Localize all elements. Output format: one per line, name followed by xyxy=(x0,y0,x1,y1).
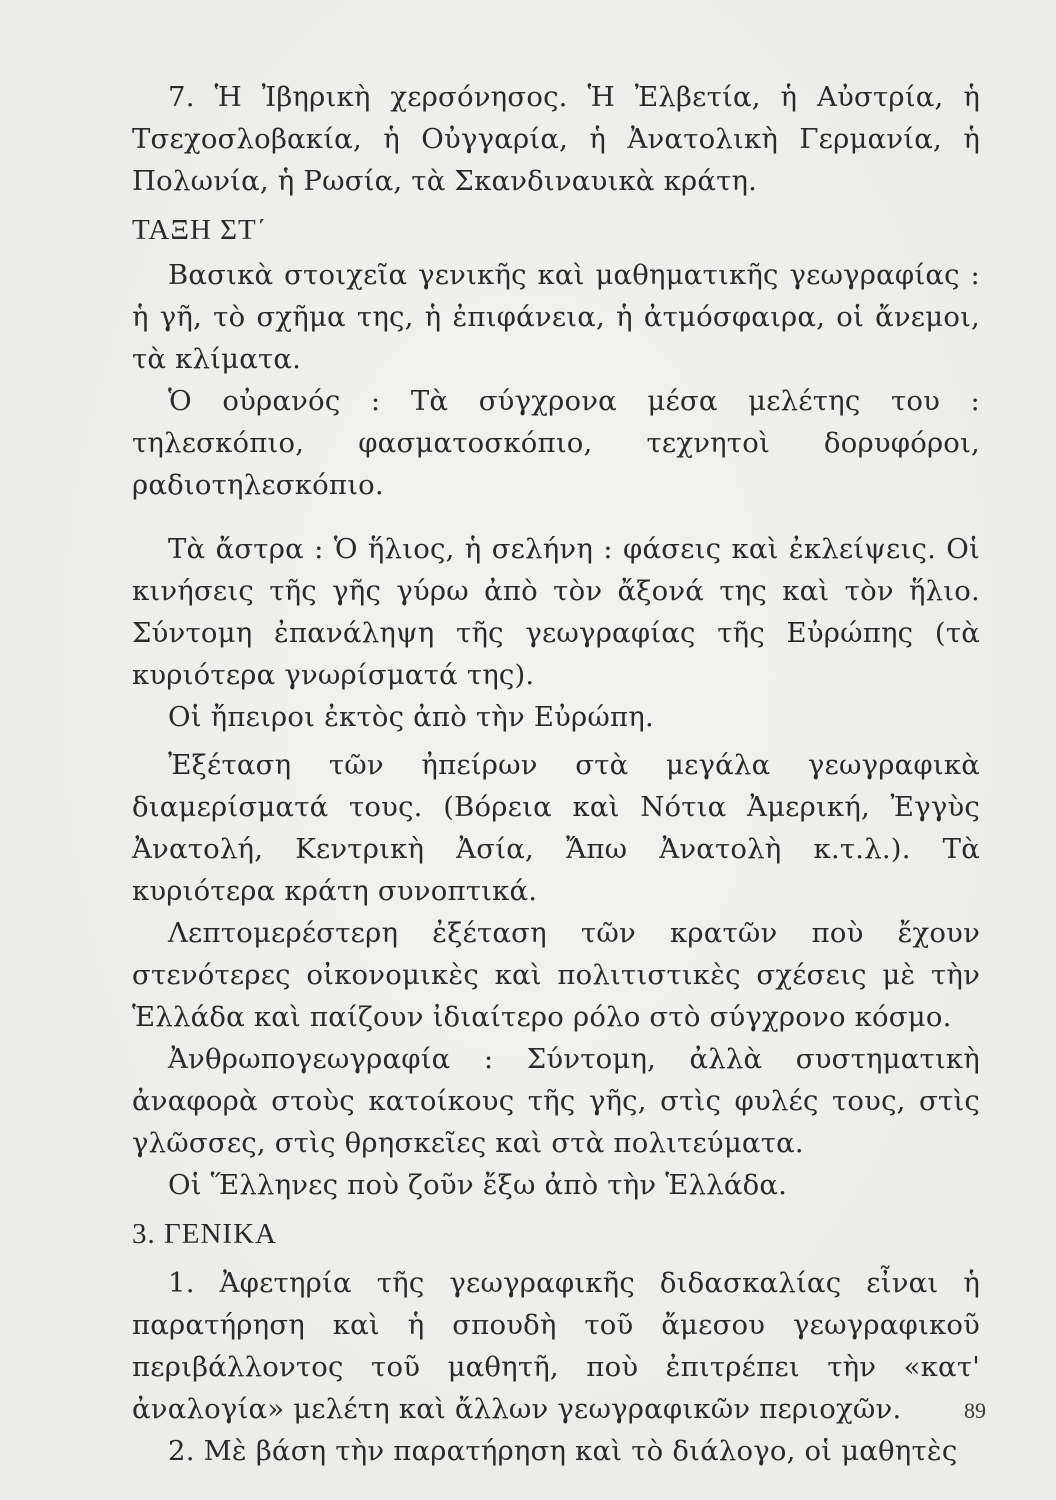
section-heading-grade-6: ΤΑΞΗ ΣΤ΄ xyxy=(132,214,268,246)
paragraph-continents: Οἱ ἤπειροι ἐκτὸς ἀπὸ τὴν Εὐρώπη. xyxy=(168,701,654,733)
paragraph-continent-regions: Ἐξέταση τῶν ἠπείρων στὰ μεγάλα γεωγραφικὰ διαμερίσματά τους. (Βόρεια καὶ Νότια Ἀμερική, Ἐγγὺς Ἀνατολή, Κεντρικὴ Ἀσία, Ἄπω Ἀνατολὴ κ.τ.λ.). Τὰ κυριότερα κράτη συνοπτικά. xyxy=(132,749,980,907)
paragraph-detailed-study: Λεπτομερέστερη ἐξέταση τῶν κρατῶν ποὺ ἔχουν στενότερες οἰκονομικὲς καὶ πολιτιστικὲς σχέσεις μὲ τὴν Ἑλλάδα καὶ παίζουν ἰδιαίτερο ρόλο στὸ σύγχρονο κόσμο. xyxy=(132,917,980,1033)
paragraph-iberian-peninsula: 7. Ἡ Ἰβηρικὴ χερσόνησος. Ἡ Ἐλβετία, ἡ Αὐστρία, ἡ Τσεχοσλοβακία, ἡ Οὐγγαρία, ἡ Ἀνατολικὴ Γερμανία, ἡ Πολωνία, ἡ Ρωσία, τὰ Σκανδιναυικὰ κράτη. xyxy=(132,81,980,197)
section-heading-general: 3. ΓΕΝΙΚΑ xyxy=(132,1218,277,1250)
paragraph-basic-geography: Βασικὰ στοιχεῖα γενικῆς καὶ μαθηματικῆς γεωγραφίας : ἡ γῆ, τὸ σχῆμα της, ἡ ἐπιφάνεια, ἡ ἀτμόσφαιρα, οἱ ἄνεμοι, τὰ κλίματα. xyxy=(132,259,980,375)
paragraph-stars: Τὰ ἄστρα : Ὁ ἥλιος, ἡ σελήνη : φάσεις καὶ ἐκλείψεις. Οἱ κινήσεις τῆς γῆς γύρω ἀπὸ τὸν ἄξονά της καὶ τὸν ἥλιο. Σύντομη ἐπανάληψη τῆς γεωγραφίας τῆς Εὐρώπης (τὰ κυριότερα γνωρίσματά της). xyxy=(132,533,980,691)
paragraph-general-point-1: 1. Ἀφετηρία τῆς γεωγραφικῆς διδασκαλίας εἶναι ἡ παρατήρηση καὶ ἡ σπουδὴ τοῦ ἄμεσου γεωγραφικοῦ περιβάλλοντος τοῦ μαθητῆ, ποὺ ἐπιτρέπει τὴν «κατ' ἀναλογία» μελέτη καὶ ἄλλων γεωγραφικῶν περιοχῶν. xyxy=(132,1267,980,1425)
paragraph-greeks-abroad: Οἱ Ἕλληνες ποὺ ζοῦν ἔξω ἀπὸ τὴν Ἑλλάδα. xyxy=(168,1169,788,1201)
paragraph-general-point-2: 2. Μὲ βάση τὴν παρατήρηση καὶ τὸ διάλογο, οἱ μαθητὲς xyxy=(168,1435,958,1467)
page-number: 89 xyxy=(964,1398,986,1423)
paragraph-sky: Ὁ οὐρανός : Τὰ σύγχρονα μέσα μελέτης του : τηλεσκόπιο, φασματοσκόπιο, τεχνητοὶ δορυφόροι, ραδιοτηλεσκόπιο. xyxy=(132,385,980,501)
paragraph-human-geography: Ἀνθρωπογεωγραφία : Σύντομη, ἀλλὰ συστηματικὴ ἀναφορὰ στοὺς κατοίκους τῆς γῆς, στὶς φυλές τους, στὶς γλῶσσες, στὶς θρησκεῖες καὶ στὰ πολιτεύματα. xyxy=(132,1043,980,1159)
body-text xyxy=(132,76,980,1472)
